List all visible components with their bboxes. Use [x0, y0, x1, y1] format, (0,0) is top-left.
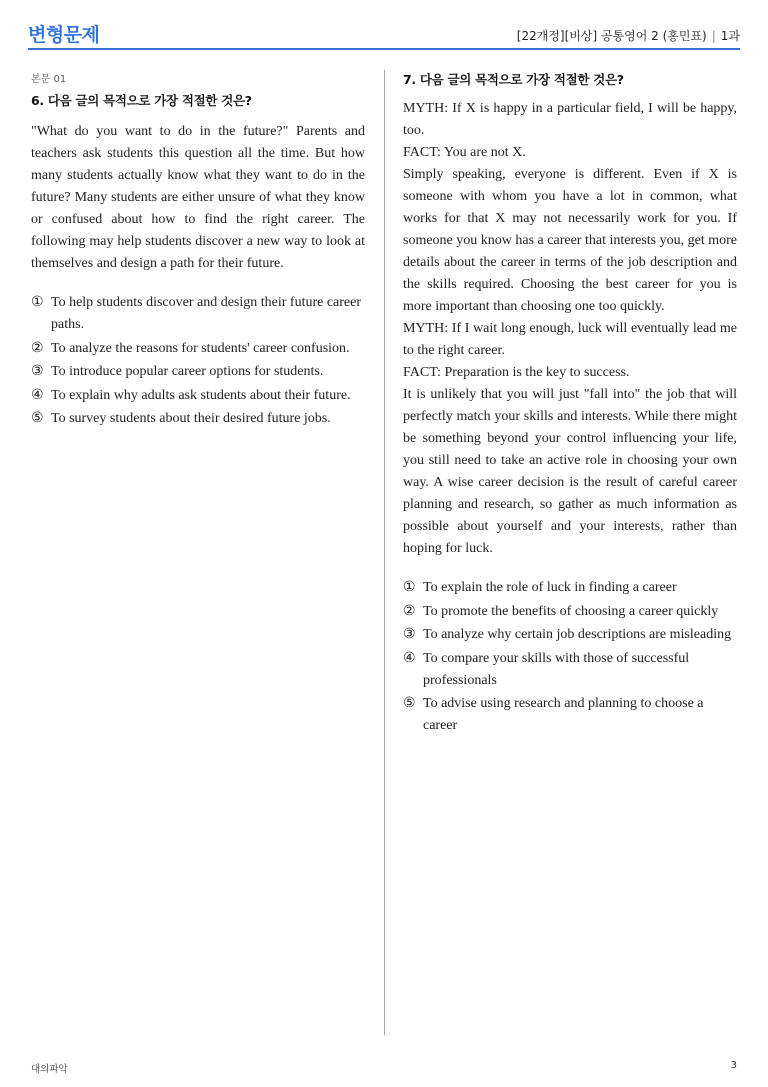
- option-5[interactable]: [403, 693, 737, 737]
- option-number: ③: [31, 364, 44, 379]
- question-7-title: 7. 다음 글의 목적으로 가장 적절한 것은?: [403, 72, 624, 87]
- option-number: ⑤: [31, 411, 44, 426]
- question-6-title: 6. 다음 글의 목적으로 가장 적절한 것은?: [31, 93, 252, 108]
- option-number: ①: [403, 580, 416, 595]
- passage-paragraph: It is unlikely that you will just "fall into" the job that will perfectly match your skills and interests. While there might be something beyond your control influencing your life, you still need to take an active role in choosing your own way. A wise career decision is the result of careful career planning and research, so gather as much information as possible about yourself and your interests, rather than hoping for luck.: [403, 387, 737, 556]
- option-number: ②: [31, 340, 44, 356]
- passage-paragraph: Simply speaking, everyone is different. Even if X is someone with whom you have a lot in common, what works for that X may not necessarily work for you. If someone you know has a career that interests you, get more details about the career in terms of the job description and the skills required. Choosing the best career for you is more important than choosing one too quickly.: [403, 167, 737, 314]
- brand-title: 변형문제: [28, 24, 100, 46]
- option-text: To analyze the reasons for students' career confusion.: [51, 340, 350, 356]
- option-text: To help students discover and design their future career paths.: [51, 295, 362, 332]
- question-6-options: [31, 292, 365, 430]
- passage-paragraph: FACT: You are not X.: [403, 145, 526, 160]
- option-2[interactable]: [403, 601, 737, 623]
- option-4[interactable]: [31, 385, 365, 407]
- option-5[interactable]: [31, 408, 365, 430]
- option-text: To survey students about their desired future jobs.: [51, 411, 331, 426]
- option-text: To analyze why certain job descriptions are misleading: [423, 627, 732, 642]
- option-4[interactable]: [403, 648, 737, 692]
- column-divider: [384, 70, 385, 1035]
- option-1[interactable]: [403, 577, 737, 599]
- option-text: To explain why adults ask students about their future.: [51, 387, 351, 403]
- passage-paragraph: MYTH: If X is happy in a particular field, I will be happy, too.: [403, 101, 737, 138]
- question-7-passage: [403, 98, 737, 560]
- option-text: To advise using research and planning to choose a career: [423, 696, 704, 733]
- option-number: ⑤: [403, 696, 416, 711]
- option-3[interactable]: [31, 361, 365, 383]
- header-info: [517, 27, 740, 44]
- option-number: ①: [31, 295, 44, 310]
- page-header: [28, 18, 740, 50]
- passage-paragraph: FACT: Preparation is the key to success.: [403, 365, 630, 380]
- left-column: [31, 70, 365, 432]
- passage-paragraph: "What do you want to do in the future?" Parents and teachers ask students this question all the time. But how many students actually know what they want to do in the future? Many students are either unsure of what they know or confused about how to find the right career. The following may help students discover a new way to look at themselves and design a path for their future.: [31, 124, 365, 271]
- header-separator: |: [711, 29, 716, 43]
- option-1[interactable]: [31, 292, 365, 336]
- right-column: [403, 70, 737, 739]
- option-3[interactable]: [403, 624, 737, 646]
- question-6-passage: [31, 121, 365, 275]
- passage-paragraph: MYTH: If I wait long enough, luck will eventually lead me to the right career.: [403, 321, 737, 358]
- lesson-label: 1과: [720, 29, 740, 43]
- footer-category: 대의파악: [31, 1064, 68, 1075]
- page-number: 3: [730, 1060, 737, 1071]
- option-text: To compare your skills with those of successful professionals: [423, 650, 690, 688]
- question-7-options: [403, 577, 737, 737]
- option-2[interactable]: [31, 338, 365, 360]
- book-title: [22개정][비상] 공통영어 2 (홍민표): [516, 29, 707, 43]
- option-text: To introduce popular career options for students.: [51, 364, 324, 379]
- option-number: ④: [403, 650, 416, 666]
- option-number: ②: [403, 603, 416, 619]
- section-label: 본문 01: [31, 74, 67, 85]
- option-number: ③: [403, 627, 416, 642]
- option-number: ④: [31, 387, 44, 403]
- option-text: To explain the role of luck in finding a career: [423, 580, 677, 595]
- option-text: To promote the benefits of choosing a career quickly: [423, 603, 719, 619]
